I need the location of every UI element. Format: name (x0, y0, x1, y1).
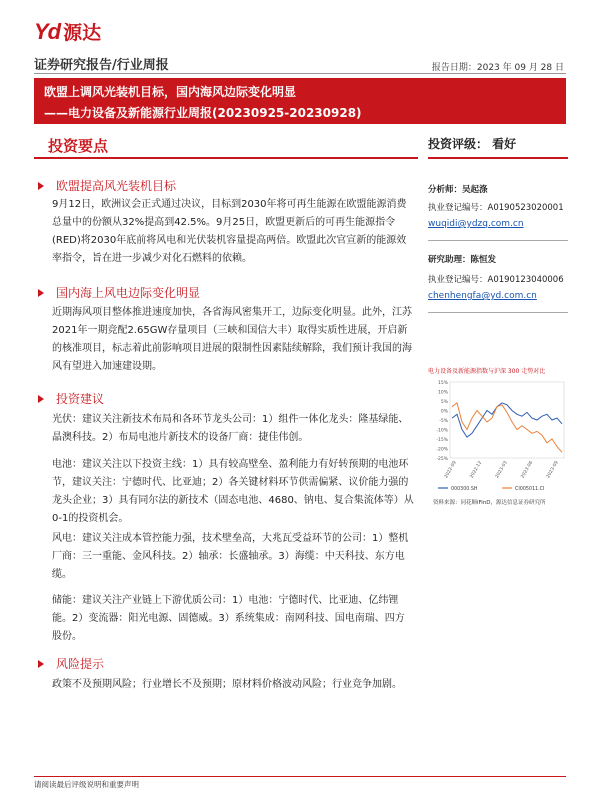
arrow-bullet-icon (38, 395, 44, 403)
document-type: 证券研究报告/行业周报 (34, 58, 169, 73)
x-tick-label: 2022-12 (469, 460, 484, 480)
logo-text: 源达 (63, 22, 102, 44)
key-points-divider (34, 157, 418, 159)
section-heading (38, 390, 104, 407)
y-tick-label: 0% (440, 409, 448, 415)
assistant-divider (428, 312, 568, 313)
x-tick-label: 2022-09 (443, 460, 458, 480)
x-tick-label: 2023-03 (494, 460, 509, 480)
key-points-heading: 投资要点 (48, 137, 109, 155)
footer-divider (34, 776, 566, 777)
logo-mark: Yd (34, 18, 61, 44)
series-line (452, 403, 562, 437)
analyst-email-link[interactable]: wuqidi@ydzq.com.cn (428, 219, 524, 229)
series-line (452, 403, 562, 452)
y-tick-label: -5% (439, 419, 448, 424)
plot-frame (450, 382, 564, 458)
section-paragraph: 9月12日，欧洲议会正式通过决议，目标到2030年将可再生能源在欧盟能源消费总量中的份额从32%提高到42.5%。9月25日，欧盟更新后的可再生能源指令(RED)将2030年底前将风电和光伏装机容量提高两倍。欧盟此次官宣新的能源效率指令，旨在进一步减少对化石燃料的依赖。 (52, 199, 407, 264)
brand-logo (34, 18, 101, 45)
legend-label: 000300.SH (451, 487, 478, 492)
rating-divider (428, 157, 568, 159)
section-heading (38, 284, 200, 301)
y-tick-label: 10% (437, 390, 448, 396)
analyst-cert: 执业登记编号：A0190523020001 (428, 203, 564, 213)
section-paragraph: 电池：建议关注以下投资主线：1）具有较高壁垒、盈利能力有好转预期的电池环节，建议关注：宁德时代、比亚迪；2）各关键材料环节供需偏紧、议价能力强的龙头企业；3）具有同尔法的新技术（固态电池、4680、钠电、复合集流体等）从0-1的投资机会。 (52, 459, 414, 524)
section-heading-text: 欧盟提高风光装机目标 (56, 179, 177, 193)
index-comparison-chart (428, 376, 568, 498)
section-paragraph: 政策不及预期风险；行业增长不及预期；原材料价格波动风险；行业竞争加剧。 (52, 679, 402, 690)
y-tick-label: 15% (437, 381, 448, 386)
arrow-bullet-icon (38, 182, 44, 190)
y-tick-label: -25% (436, 457, 448, 462)
assistant-name: 研究助理：陈恒发 (428, 255, 497, 265)
section-heading-text: 风险提示 (56, 657, 105, 671)
title-banner (34, 78, 566, 124)
arrow-bullet-icon (38, 289, 44, 297)
section-paragraph: 风电：建议关注成本管控能力强，技术壁垒高，大兆瓦受益环节的公司：1）整机厂商：三一重能、金风科技。2）轴承：长盛轴承。3）海缆：中天科技、东方电缆。 (52, 533, 409, 580)
footer-disclaimer: 请阅读最后评级说明和重要声明 (34, 780, 139, 789)
assistant-cert: 执业登记编号：A0190123040006 (428, 275, 564, 285)
y-tick-label: -15% (436, 438, 448, 443)
investment-rating: 投资评级： 看好 (428, 137, 517, 151)
x-tick-label: 2023-09 (545, 460, 560, 480)
analyst-divider (428, 240, 568, 241)
section-paragraph: 近期海风项目整体推进速度加快，各省海风密集开工，边际变化明显。此外，江苏2021年一期竞配2.65GW存量项目（三峡和国信大丰）取得实质性进展，开启新的核准项目，标志着此前影响项目进展的限制性因素陆续解除，我们预计我国的海风有望进入加速建设期。 (52, 307, 412, 372)
report-title: 欧盟上调风光装机目标，国内海风边际变化明显 (44, 85, 297, 99)
section-heading (38, 177, 176, 194)
section-paragraph: 光伏：建议关注新技术布局和各环节龙头公司：1）组件一体化龙头：隆基绿能、晶澳科技。2）布局电池片新技术的设备厂商：捷佳伟创。 (52, 414, 409, 443)
y-tick-label: 5% (440, 400, 448, 405)
chart-title: 电力设备及新能源指数与沪深 300 走势对比 (428, 368, 546, 375)
y-tick-label: -20% (436, 447, 448, 453)
section-paragraph: 储能：建议关注产业链上下游优质公司：1）电池：宁德时代、比亚迪、亿纬锂能。2）变流器：阳光电源、固德威。3）系统集成：南网科技、国电南瑞、四方股份。 (52, 595, 405, 642)
y-tick-label: -10% (436, 428, 448, 434)
section-heading-text: 投资建议 (56, 392, 105, 406)
arrow-bullet-icon (38, 660, 44, 668)
section-heading (38, 655, 104, 672)
legend-label: CI005011.CI (515, 487, 545, 492)
report-date: 报告日期：2023 年 09 月 28 日 (431, 63, 564, 73)
header-divider (34, 73, 566, 74)
section-heading-text: 国内海上风电边际变化明显 (56, 286, 201, 300)
assistant-email-link[interactable]: chenhengfa@yd.com.cn (428, 291, 537, 301)
report-subtitle: ——电力设备及新能源行业周报(20230925-20230928) (44, 106, 362, 120)
analyst-name: 分析师：吴起涤 (428, 185, 488, 195)
chart-source: 资料来源：同花顺iFinD，源达信息证券研究所 (433, 500, 546, 506)
x-tick-label: 2023-06 (520, 460, 535, 480)
